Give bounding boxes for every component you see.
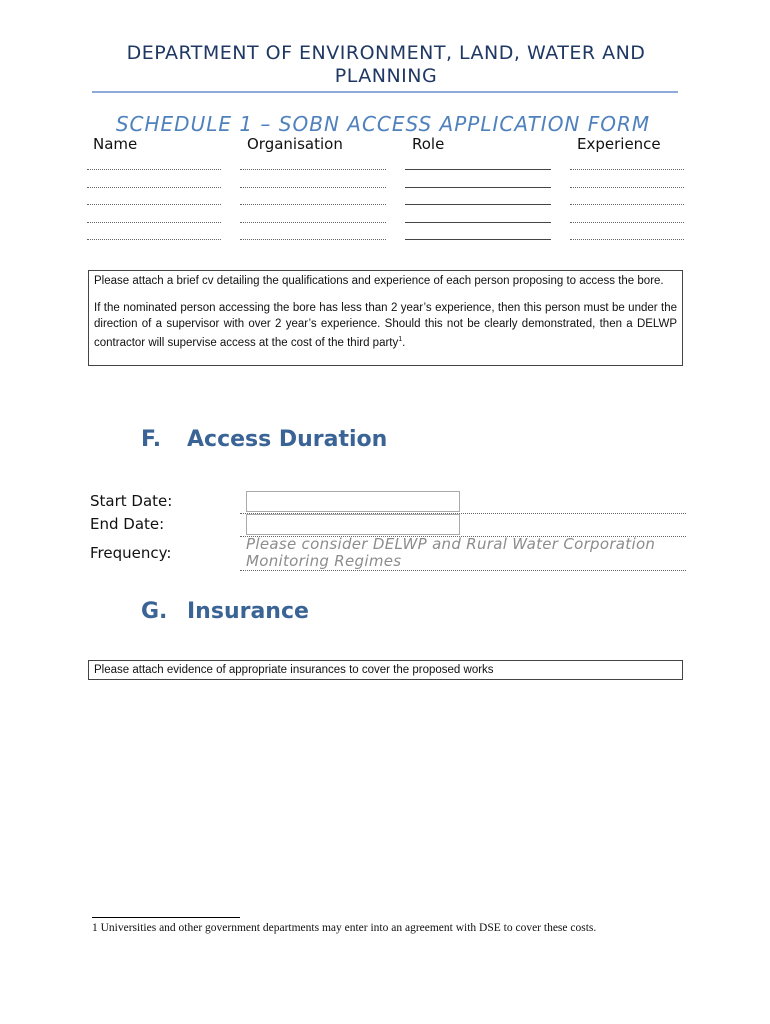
- table-cell-name-row-5[interactable]: [87, 239, 221, 240]
- table-cell-role-row-4[interactable]: [405, 222, 551, 223]
- end-date-label: End Date:: [90, 515, 165, 533]
- section-g-heading: [141, 599, 309, 624]
- table-cell-role-row-1[interactable]: [405, 169, 551, 170]
- table-cell-organisation-row-1[interactable]: [240, 169, 386, 170]
- header-divider: [92, 91, 678, 93]
- section-g-title: Insurance: [187, 599, 309, 624]
- section-f-heading: [141, 427, 387, 452]
- cv-note-paragraph-2-end: .: [402, 336, 406, 349]
- cv-note-paragraph-2: [94, 300, 677, 351]
- schedule-title: SCHEDULE 1 – SOBN ACCESS APPLICATION FORM: [115, 112, 651, 136]
- footnote-text: 1 Universities and other government departments may enter into an agreement with DSE to cover these costs.: [92, 922, 597, 934]
- column-header-name: Name: [93, 135, 138, 153]
- insurance-note-box: [88, 660, 683, 680]
- section-g-letter: G.: [141, 599, 168, 624]
- cv-note-paragraph-2-text: If the nominated person accessing the bore has less than 2 year’s experience, then this person must be under the direction of a supervisor with over 2 year’s experience. Should this not be clearly demonstrated, then a DELWP contractor will supervise access at the cost of the third party: [94, 302, 677, 349]
- table-cell-experience-row-1[interactable]: [570, 169, 684, 170]
- column-header-experience: Experience: [577, 135, 661, 153]
- start-date-label: Start Date:: [90, 492, 173, 510]
- table-cell-organisation-row-5[interactable]: [240, 239, 386, 240]
- table-cell-organisation-row-3[interactable]: [240, 204, 386, 205]
- cv-note-box: [88, 270, 683, 366]
- section-f-letter: F.: [141, 427, 162, 452]
- table-cell-organisation-row-4[interactable]: [240, 222, 386, 223]
- table-cell-role-row-3[interactable]: [405, 204, 551, 205]
- column-header-role: Role: [412, 135, 445, 153]
- table-cell-role-row-5[interactable]: [405, 239, 551, 240]
- table-cell-organisation-row-2[interactable]: [240, 187, 386, 188]
- insurance-note-text: Please attach evidence of appropriate insurances to cover the proposed works: [94, 664, 494, 676]
- department-title: DEPARTMENT OF ENVIRONMENT, LAND, WATER AND PLANNING: [126, 42, 646, 87]
- table-cell-experience-row-2[interactable]: [570, 187, 684, 188]
- frequency-input[interactable]: Please consider DELWP and Rural Water Corporation Monitoring Regimes: [246, 535, 656, 570]
- cv-note-paragraph-1: Please attach a brief cv detailing the qualifications and experience of each person proposing to access the bore.: [94, 275, 664, 287]
- table-cell-name-row-2[interactable]: [87, 187, 221, 188]
- table-cell-experience-row-3[interactable]: [570, 204, 684, 205]
- start-date-input[interactable]: [246, 491, 460, 512]
- table-cell-name-row-4[interactable]: [87, 222, 221, 223]
- table-cell-experience-row-5[interactable]: [570, 239, 684, 240]
- table-cell-experience-row-4[interactable]: [570, 222, 684, 223]
- column-header-organisation: Organisation: [247, 135, 343, 153]
- footnote-reference[interactable]: 1: [398, 336, 403, 343]
- table-cell-role-row-2[interactable]: [405, 187, 551, 188]
- table-cell-name-row-3[interactable]: [87, 204, 221, 205]
- end-date-input[interactable]: [246, 514, 460, 535]
- footnote-separator: [92, 917, 240, 918]
- frequency-underline: [240, 570, 686, 571]
- table-cell-name-row-1[interactable]: [87, 169, 221, 170]
- section-f-title: Access Duration: [187, 427, 388, 452]
- frequency-label: Frequency:: [90, 544, 172, 562]
